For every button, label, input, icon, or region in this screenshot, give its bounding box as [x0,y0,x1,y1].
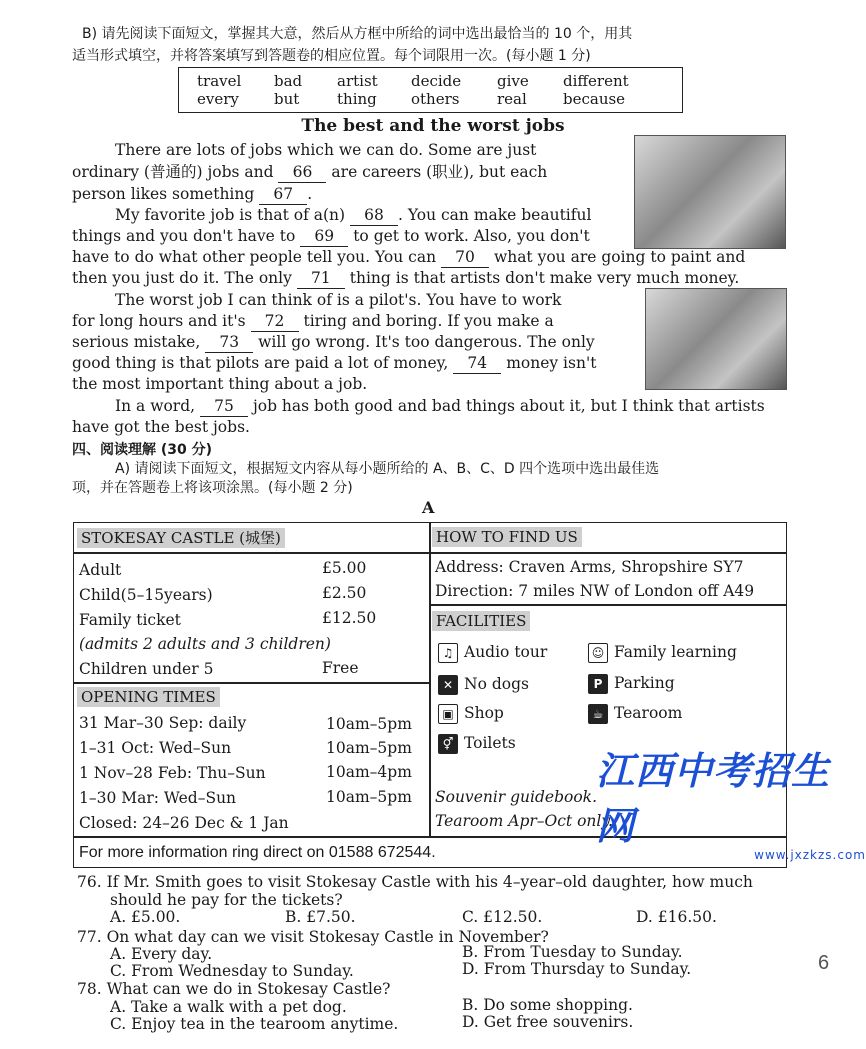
option: B. From Tuesday to Sunday. [462,943,683,961]
word: real [497,90,527,108]
article-title: The best and the worst jobs [301,116,565,136]
facility-parking: P Parking [588,673,675,694]
blank-75: 75 [200,396,248,417]
facility-tearoom: ☕ Tearoom [588,703,682,724]
photo-pilot [645,288,787,390]
blank-71: 71 [297,268,345,289]
text-line: serious mistake, 73 will go wrong. It's too dangerous. The only [72,333,595,351]
text-line: the most important thing about a job. [72,375,368,393]
text-line: have got the best jobs. [72,418,250,436]
option: C. £12.50. [462,908,543,926]
option: C. Enjoy tea in the tearoom anytime. [110,1015,399,1033]
blank-72: 72 [251,311,299,332]
blank-69: 69 [300,226,348,247]
address: Address: Craven Arms, Shropshire SY7 [435,558,744,576]
option: D. £16.50. [636,908,717,926]
divider [74,682,430,684]
word: others [411,90,460,108]
question-76-cont: should he pay for the tickets? [110,891,343,909]
word: travel [197,72,242,90]
find-us-header: HOW TO FIND US [432,527,582,547]
watermark-url: www.jxzkzs.com [754,848,866,862]
text-line: My favorite job is that of a(n) 68 . You can make beautiful [115,206,592,224]
opening-period: 31 Mar–30 Sep: daily [79,714,247,732]
text-line: ordinary (普通的) jobs and 66 are careers (职业), but each [72,163,548,181]
opening-hours: 10am–5pm [326,715,412,733]
word: different [563,72,629,90]
option: B. Do some shopping. [462,996,633,1014]
text-line: for long hours and it's 72 tiring and boring. If you make a [72,312,554,330]
option: A. Take a walk with a pet dog. [110,998,347,1016]
option: C. From Wednesday to Sunday. [110,962,354,980]
headphones-icon: ♫ [438,643,458,663]
section-4-heading: 四、阅读理解 (30 分) [72,442,213,458]
question-76: 76. If Mr. Smith goes to visit Stokesay Castle with his 4–year–old daughter, how much [77,873,753,891]
facility-family: ☺ Family learning [588,642,737,663]
facility-toilets: ⚥ Toilets [438,733,516,754]
opening-hours: 10am–5pm [326,739,412,757]
passage-label: A [422,498,435,517]
price-item: Adult [79,561,122,579]
word: thing [337,90,377,108]
price-note: (admits 2 adults and 3 children) [79,635,331,653]
opening-hours: 10am–4pm [326,763,412,781]
divider [430,552,786,554]
price-item: Children under 5 [79,660,214,678]
price-value: Free [322,659,359,677]
guidebook-note: Souvenir guidebook. [435,788,598,806]
option: A. Every day. [110,945,213,963]
word-box [178,67,683,113]
teacup-icon: ☕ [588,704,608,724]
text-line: have to do what other people tell you. You can 70 what you are going to paint and [72,248,746,266]
word: give [497,72,529,90]
price-value: £12.50 [322,609,377,627]
page-number: 6 [818,952,830,974]
option: D. Get free souvenirs. [462,1013,634,1031]
opening-hours: 10am–5pm [326,788,412,806]
word: every [197,90,239,108]
word: but [274,90,300,108]
word: because [563,90,626,108]
opening-times-header: OPENING TIMES [77,687,220,707]
price-value: £2.50 [322,584,367,602]
opening-period: 1–31 Oct: Wed–Sun [79,739,232,757]
opening-period: 1–30 Mar: Wed–Sun [79,789,237,807]
tearoom-note: Tearoom Apr–Oct only. [435,812,613,830]
facilities-header: FACILITIES [432,611,530,631]
no-dogs-icon: ✕ [438,675,458,695]
option: A. £5.00. [110,908,181,926]
blank-70: 70 [441,247,489,268]
text-line: then you just do it. The only 71 thing is that artists don't make very much money. [72,269,740,287]
section-b-instruction-2: 适当形式填空，并将答案填写到答题卷的相应位置。每个词限用一次。(每小题 1 分) [72,48,591,64]
contact-footer: For more information ring direct on 01588 672544. [79,844,436,861]
price-value: £5.00 [322,559,367,577]
text-line: person likes something 67 . [72,185,313,203]
blank-68: 68 [350,205,398,226]
shop-bag-icon: ▣ [438,704,458,724]
text-line: things and you don't have to 69 to get to work. Also, you don't [72,227,590,245]
closed-dates: Closed: 24–26 Dec & 1 Jan [79,814,289,832]
opening-period: 1 Nov–28 Feb: Thu–Sun [79,764,266,782]
facility-nodogs: ✕ No dogs [438,674,529,695]
facility-shop: ▣ Shop [438,703,504,724]
facility-audio: ♫ Audio tour [438,642,547,663]
toilets-icon: ⚥ [438,734,458,754]
photo-artist [634,135,786,249]
blank-74: 74 [453,353,501,374]
castle-header: STOKESAY CASTLE (城堡) [77,528,285,548]
option: B. £7.50. [285,908,356,926]
parking-icon: P [588,674,608,694]
blank-66: 66 [278,162,326,183]
blank-67: 67 [259,184,307,205]
price-item: Child(5–15years) [79,586,213,604]
divider [429,523,431,837]
text-line: The worst job I can think of is a pilot's. You have to work [115,291,562,309]
watermark [596,740,866,862]
option: D. From Thursday to Sunday. [462,960,692,978]
text-line: In a word, 75 job has both good and bad things about it, but I think that artists [115,397,765,415]
divider [430,604,786,606]
text-line: There are lots of jobs which we can do. Some are just [115,141,537,159]
family-icon: ☺ [588,643,608,663]
section-4-instruction-1: A) 请阅读下面短文，根据短文内容从每小题所给的 A、B、C、D 四个选项中选出最佳选 [115,461,660,477]
question-77: 77. On what day can we visit Stokesay Castle in November? [77,928,549,946]
direction: Direction: 7 miles NW of London off A49 [435,582,755,600]
text-line: good thing is that pilots are paid a lot of money, 74 money isn't [72,354,597,372]
section-4-instruction-2: 项，并在答题卷上将该项涂黑。(每小题 2 分) [72,480,353,496]
watermark-text: 江西中考招生网 [596,749,831,848]
section-b-instruction-1: B) 请先阅读下面短文，掌握其大意，然后从方框中所给的词中选出最恰当的 10 个，用其 [82,26,633,42]
divider [74,552,430,554]
question-78: 78. What can we do in Stokesay Castle? [77,980,391,998]
word: bad [274,72,303,90]
price-item: Family ticket [79,611,181,629]
blank-73: 73 [205,332,253,353]
word: artist [337,72,378,90]
word: decide [411,72,462,90]
